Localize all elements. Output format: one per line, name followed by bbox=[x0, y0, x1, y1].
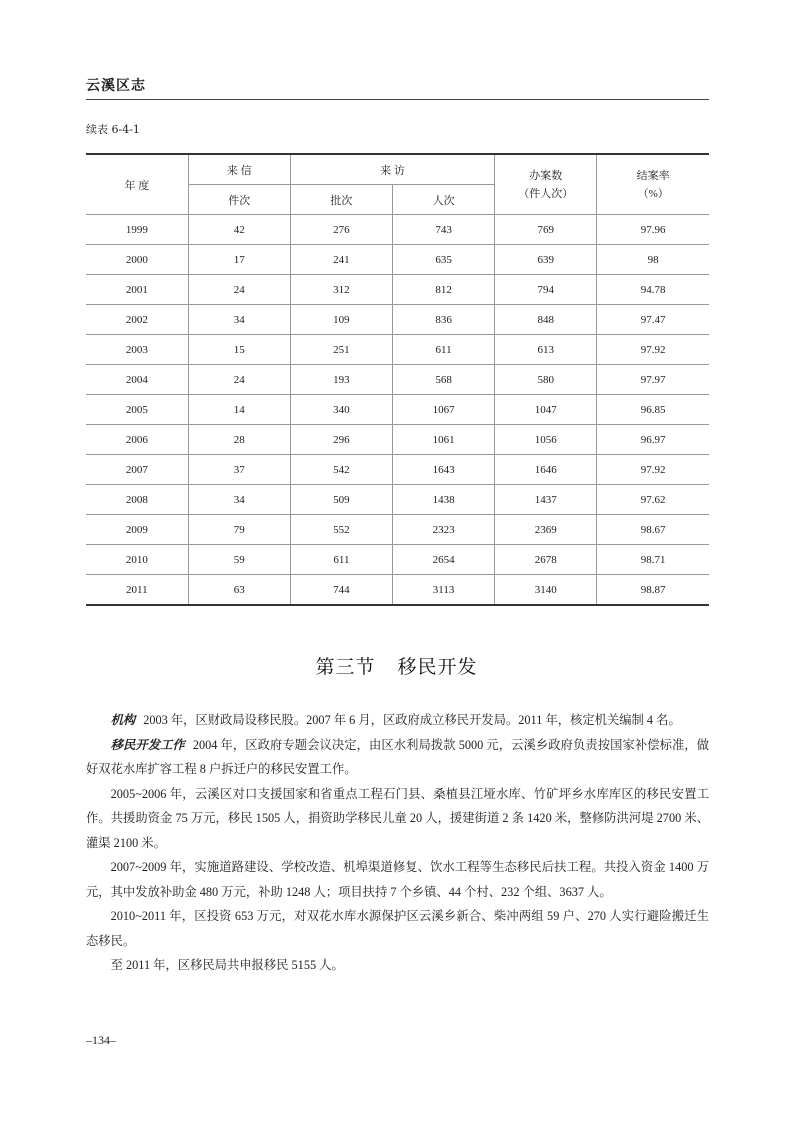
cell-year: 2000 bbox=[86, 245, 188, 275]
cell-cases: 794 bbox=[495, 275, 597, 305]
cell-batches: 193 bbox=[290, 365, 392, 395]
cell-batches: 611 bbox=[290, 545, 392, 575]
header-rate-line2: （%） bbox=[637, 187, 669, 200]
header-visits-persons: 人次 bbox=[393, 185, 495, 215]
cell-batches: 251 bbox=[290, 335, 392, 365]
cell-persons: 611 bbox=[393, 335, 495, 365]
cell-persons: 568 bbox=[393, 365, 495, 395]
cell-letters: 42 bbox=[188, 215, 290, 245]
header-cases-line2: （件人次） bbox=[518, 187, 574, 200]
cell-batches: 312 bbox=[290, 275, 392, 305]
cell-rate: 94.78 bbox=[597, 275, 709, 305]
paragraph-text: 至 2011 年，区移民局共申报移民 5155 人。 bbox=[110, 958, 344, 972]
paragraph-text: 2005~2006 年，云溪区对口支援国家和省重点工程石门县、桑植县江垭水库、竹矿坪乡水库库区的移民安置工作。共援助资金 75 万元，移民 1505 人，捐资助学移民儿童 20 人，援建街道 2 条 1420 米，整修防洪河堤 2700 米、灌渠 2100 米。 bbox=[86, 786, 709, 850]
header-rate-line1: 结案率 bbox=[636, 169, 670, 182]
cell-year: 2005 bbox=[86, 395, 188, 425]
cell-year: 2009 bbox=[86, 515, 188, 545]
cell-letters: 34 bbox=[188, 305, 290, 335]
header-year: 年 度 bbox=[86, 154, 188, 215]
cell-letters: 24 bbox=[188, 365, 290, 395]
section-title: 移民开发 bbox=[397, 656, 478, 678]
section-body bbox=[86, 708, 709, 978]
table-row bbox=[86, 395, 709, 425]
cell-cases: 1437 bbox=[495, 485, 597, 515]
cell-persons: 812 bbox=[393, 275, 495, 305]
cell-rate: 97.92 bbox=[597, 335, 709, 365]
cell-persons: 1067 bbox=[393, 395, 495, 425]
table-row bbox=[86, 275, 709, 305]
cell-cases: 2678 bbox=[495, 545, 597, 575]
header-cases-line1: 办案数 bbox=[529, 169, 563, 182]
header-rate bbox=[597, 154, 709, 215]
petition-statistics-table bbox=[86, 153, 709, 606]
cell-rate: 97.62 bbox=[597, 485, 709, 515]
cell-cases: 639 bbox=[495, 245, 597, 275]
header-cases bbox=[495, 154, 597, 215]
cell-letters: 28 bbox=[188, 425, 290, 455]
cell-rate: 97.97 bbox=[597, 365, 709, 395]
header-visits-group: 来 访 bbox=[290, 154, 494, 185]
cell-rate: 97.92 bbox=[597, 455, 709, 485]
cell-rate: 97.96 bbox=[597, 215, 709, 245]
running-head-title: 云溪区志 bbox=[86, 78, 146, 94]
cell-batches: 509 bbox=[290, 485, 392, 515]
cell-batches: 542 bbox=[290, 455, 392, 485]
table-row bbox=[86, 455, 709, 485]
cell-batches: 552 bbox=[290, 515, 392, 545]
cell-rate: 98.71 bbox=[597, 545, 709, 575]
cell-batches: 109 bbox=[290, 305, 392, 335]
cell-letters: 17 bbox=[188, 245, 290, 275]
paragraph bbox=[86, 782, 709, 856]
cell-rate: 98 bbox=[597, 245, 709, 275]
cell-cases: 613 bbox=[495, 335, 597, 365]
cell-cases: 848 bbox=[495, 305, 597, 335]
table-caption: 续表 6-4-1 bbox=[86, 123, 140, 136]
cell-rate: 98.67 bbox=[597, 515, 709, 545]
table-row bbox=[86, 575, 709, 606]
cell-batches: 241 bbox=[290, 245, 392, 275]
table-row bbox=[86, 305, 709, 335]
cell-year: 2003 bbox=[86, 335, 188, 365]
paragraph-text: 2007~2009 年，实施道路建设、学校改造、机埠渠道修复、饮水工程等生态移民后扶工程。共投入资金 1400 万元，其中发放补助金 480 万元，补助 1248 人；项目扶持 7 个乡镇、44 个村、232 个组、3637 人。 bbox=[86, 860, 709, 899]
table-row bbox=[86, 215, 709, 245]
table-body bbox=[86, 215, 709, 606]
cell-persons: 2323 bbox=[393, 515, 495, 545]
cell-cases: 2369 bbox=[495, 515, 597, 545]
section-number: 第三节 bbox=[315, 656, 376, 678]
cell-cases: 580 bbox=[495, 365, 597, 395]
paragraph bbox=[86, 708, 709, 733]
table-row bbox=[86, 365, 709, 395]
paragraph-text: 2010~2011 年，区投资 653 万元，对双花水库水源保护区云溪乡新合、柴冲两组 59 户、270 人实行避险搬迁生态移民。 bbox=[86, 909, 709, 948]
cell-letters: 63 bbox=[188, 575, 290, 606]
cell-persons: 3113 bbox=[393, 575, 495, 606]
cell-rate: 98.87 bbox=[597, 575, 709, 606]
cell-cases: 1056 bbox=[495, 425, 597, 455]
cell-cases: 769 bbox=[495, 215, 597, 245]
header-letters-count: 件次 bbox=[188, 185, 290, 215]
cell-persons: 2654 bbox=[393, 545, 495, 575]
header-letters-group: 来 信 bbox=[188, 154, 290, 185]
cell-letters: 24 bbox=[188, 275, 290, 305]
table-header-row-1 bbox=[86, 154, 709, 185]
cell-letters: 15 bbox=[188, 335, 290, 365]
cell-cases: 3140 bbox=[495, 575, 597, 606]
table-row bbox=[86, 245, 709, 275]
cell-year: 2001 bbox=[86, 275, 188, 305]
cell-persons: 743 bbox=[393, 215, 495, 245]
cell-batches: 340 bbox=[290, 395, 392, 425]
cell-persons: 836 bbox=[393, 305, 495, 335]
cell-year: 2008 bbox=[86, 485, 188, 515]
cell-year: 2011 bbox=[86, 575, 188, 606]
paragraph-text: 2003 年，区财政局设移民股。2007 年 6 月，区政府成立移民开发局。2011 年，核定机关编制 4 名。 bbox=[143, 713, 681, 727]
page-number: –134– bbox=[86, 1033, 116, 1047]
cell-year: 1999 bbox=[86, 215, 188, 245]
paragraph bbox=[86, 953, 709, 978]
cell-year: 2007 bbox=[86, 455, 188, 485]
cell-rate: 96.97 bbox=[597, 425, 709, 455]
table-row bbox=[86, 545, 709, 575]
table-row bbox=[86, 515, 709, 545]
cell-cases: 1047 bbox=[495, 395, 597, 425]
paragraph-lead: 移民开发工作 bbox=[110, 737, 185, 752]
cell-letters: 37 bbox=[188, 455, 290, 485]
cell-batches: 276 bbox=[290, 215, 392, 245]
paragraph-lead: 机构 bbox=[110, 713, 136, 727]
header-visits-batches: 批次 bbox=[290, 185, 392, 215]
cell-persons: 1438 bbox=[393, 485, 495, 515]
table-row bbox=[86, 485, 709, 515]
header-rule bbox=[86, 99, 709, 100]
cell-rate: 97.47 bbox=[597, 305, 709, 335]
cell-year: 2006 bbox=[86, 425, 188, 455]
cell-rate: 96.85 bbox=[597, 395, 709, 425]
paragraph bbox=[86, 904, 709, 953]
section-heading bbox=[0, 652, 793, 679]
paragraph bbox=[86, 733, 709, 782]
cell-persons: 1643 bbox=[393, 455, 495, 485]
cell-year: 2004 bbox=[86, 365, 188, 395]
table-row bbox=[86, 335, 709, 365]
cell-batches: 296 bbox=[290, 425, 392, 455]
cell-letters: 79 bbox=[188, 515, 290, 545]
paragraph bbox=[86, 855, 709, 904]
cell-persons: 635 bbox=[393, 245, 495, 275]
cell-letters: 14 bbox=[188, 395, 290, 425]
cell-year: 2010 bbox=[86, 545, 188, 575]
paragraph-text: 2004 年，区政府专题会议决定，由区水利局拨款 5000 元，云溪乡政府负责按国家补偿标准，做好双花水库扩容工程 8 户拆迁户的移民安置工作。 bbox=[86, 737, 709, 776]
cell-persons: 1061 bbox=[393, 425, 495, 455]
cell-year: 2002 bbox=[86, 305, 188, 335]
cell-letters: 34 bbox=[188, 485, 290, 515]
cell-cases: 1646 bbox=[495, 455, 597, 485]
cell-batches: 744 bbox=[290, 575, 392, 606]
table-row bbox=[86, 425, 709, 455]
cell-letters: 59 bbox=[188, 545, 290, 575]
